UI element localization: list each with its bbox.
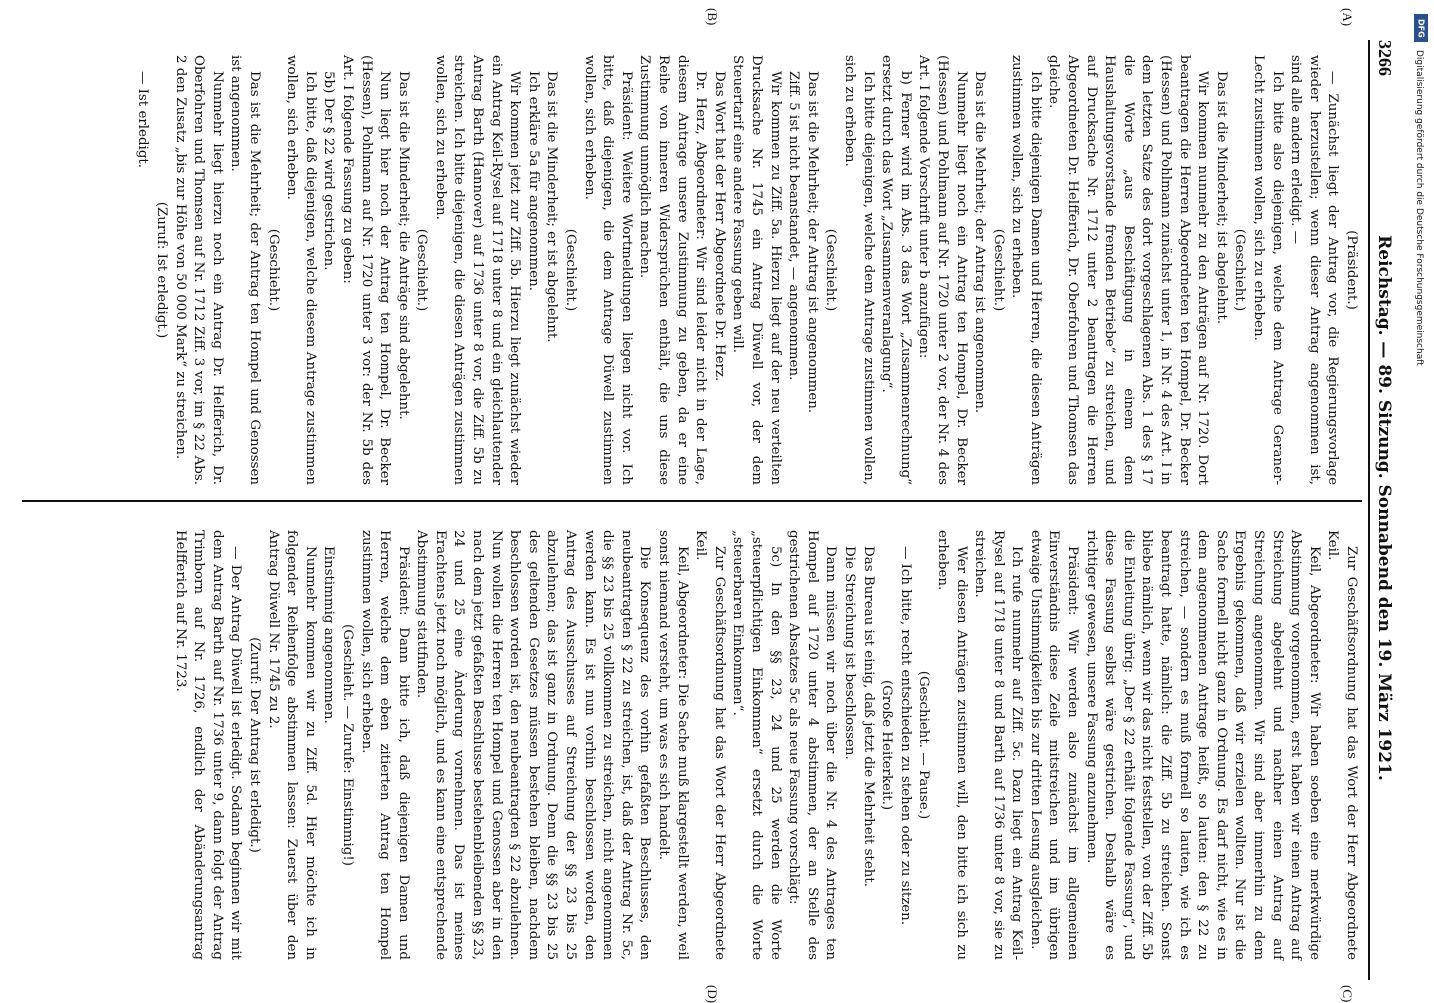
- paragraph: (Zuruf: Der Antrag ist erledigt.): [246, 637, 262, 853]
- paragraph: Das ist die Mehrheit; der Antrag ist angenommen.: [804, 71, 820, 414]
- paragraph: (Zuruf: Ist erledigt.): [154, 201, 169, 339]
- paragraph: Präsident: Wir werden also zunächst im allgemeinen Einverständnis diese Zeile mitstreichen und im übrigen etwaige Unstimmigkeiten bis zur dritten Lesung ausgleichen.: [1027, 530, 1081, 960]
- paragraph: Keil, Abgeordneter: Wir haben soeben eine merkwürdige Abstimmung vorgenommen, erst haben wir einen Antrag auf Streichung abgelehnt und nachher einen Antrag auf Streichung angenommen. Wir sind aber immerhin zu dem Ergebnis gekommen, daß wir erzielen wollten. Nur ist die Sache formell nicht ganz in Ordnung. Es darf nicht, wie es in dem angenommenen Antrage heißt, so lauten: den § 22 zu streichen, — sondern es muß formell so lauten, wie ich es beantragt hatte, nämlich: die Ziff. 5b zu streichen. Sonst bliebe nämlich, wenn wir das nicht feststellen, von der Ziff. 5b die Einleitung übrig: „Der § 22 erhält folgende Fassung“, und diese Fassung selbst wäre gestrichen. Deshalb wäre es richtiger gewesen, unsere Fassung anzunehmen.: [1083, 530, 1322, 960]
- paragraph: Wir kommen jetzt zur Ziff. 5b. Hierzu liegt zunächst wieder ein Antrag Keil-Rysel auf 1718 unter 8 und ein gleichlautender Antrag Barth (Hannover) auf 1736 unter 8 vor, die Ziff. 5b zu streichen. Ich bitte diejenigen, die diesen Anträgen zustimmen wollen, sich zu erheben.: [432, 55, 523, 485]
- paragraph: Das ist die Mehrheit; der Antrag ten Hompel und Genossen ist angenommen.: [228, 55, 262, 485]
- paragraph: Die Streichung ist beschlossen.: [841, 546, 857, 760]
- header-rule: [1368, 40, 1370, 980]
- margin-mark-c: (C): [1340, 985, 1355, 1003]
- paragraph: Zur Geschäftsordnung hat das Wort der Herr Abgeordnete Keil.: [1325, 530, 1359, 960]
- paragraph: Präsident: Dann bitte ich, daß diejenigen Damen und Herren, welche dem eben zitierten Antrag ten Hompel zustimmen wollen, sich erheben.: [358, 530, 411, 960]
- paragraph: (Große Heiterkeit.): [879, 679, 895, 811]
- dfg-stamp: [1412, 10, 1432, 990]
- paragraph: Nunmehr kommen wir zu Ziff. 5d. Hier möchte ich in folgender Reihenfolge abstimmen lassen: Zuerst über den Antrag Düwell Nr. 1745 zu 2.: [265, 530, 318, 960]
- paragraph: (Präsident.): [1344, 230, 1359, 310]
- paragraph: Ich bitte also diejenigen, welche dem Antrage Geraner-Lecht zustimmen wollen, sich zu erheben.: [1251, 55, 1285, 485]
- paragraph: Ich bitte diejenigen Damen und Herren, die diesen Anträgen zustimmen wollen, sich zu erheben.: [1009, 55, 1043, 485]
- margin-mark-d: (D): [705, 985, 720, 1003]
- dfg-logo: DFG: [1414, 14, 1428, 42]
- paragraph: Ich bitte, daß diejenigen, welche diesem Antrage zustimmen wollen, sich erheben.: [284, 55, 318, 485]
- page-header: [1374, 40, 1402, 980]
- paragraph: Das Bureau ist einig, daß jetzt die Mehrheit steht.: [860, 546, 876, 888]
- paragraph: Zur Geschäftsordnung hat das Wort der Herr Abgeordnete Keil.: [693, 530, 727, 960]
- paragraph: (Geschieht. — Zurufe: Einstimmig!): [339, 624, 355, 866]
- paragraph: Wer diesen Anträgen zustimmen will, den bitte ich sich zu erheben.: [934, 530, 969, 960]
- dfg-credit: Digitalisierung gefördert durch die Deutsche Forschungsgemeinschaft: [1414, 50, 1424, 366]
- paragraph: — Ich bitte, recht entschieden zu stehen oder zu sitzen.: [897, 546, 913, 926]
- paragraph: Ziff. 5 ist nicht beanstandet, — angenommen.: [786, 71, 802, 381]
- page-title: Reichstag. — 89. Sitzung. Sonnabend den 19. März 1921.: [1374, 235, 1394, 781]
- paragraph: Das ist die Minderheit; ist abgelehnt.: [1213, 71, 1229, 325]
- paragraph: (Geschieht.): [265, 228, 281, 312]
- paragraph: Präsident: Weitere Wortmeldungen liegen nicht vor. Ich bitte, daß diejenigen, die dem Antrage Düwell zustimmen wollen, sich erheben.: [581, 55, 634, 485]
- margin-mark-b: (B): [705, 8, 720, 26]
- paragraph: Ich rufe nunmehr auf Ziff. 5c. Dazu liegt ein Antrag Keil-Rysel auf 1718 unter 8 und Barth auf 1736 unter 8 vor, sie zu streichen.: [972, 530, 1025, 960]
- paragraph: Dr. Herz, Abgeordneter: Wir sind leider nicht in der Lage, diesem Antrage unsere Zustimmung zu geben, da er eine Reihe von inneren Widersprüchen enthält, die uns diese Zustimmung unmöglich machen.: [637, 55, 709, 485]
- paragraph: 5c) In den §§ 23, 24 und 25 werden die Worte „steuerpflichtigen Einkommen“ ersetzt durch die Worte „steuerbaren Einkommen“.: [730, 530, 783, 960]
- paragraph: Einstimmig angenommen.: [321, 546, 337, 724]
- paragraph: Ich bitte diejenigen, welche dem Antrage zustimmen wollen, sich zu erheben.: [841, 55, 876, 485]
- paragraph: Keil, Abgeordneter: Die Sache muß klargestellt werden, weil sonst niemand versteht, um was es sich handelt.: [656, 530, 690, 960]
- paragraph: Das Wort hat der Herr Abgeordnete Dr. Herz.: [711, 71, 727, 382]
- paragraph: Ich erkläre 5a für angenommen.: [525, 71, 541, 291]
- paragraph: 5b) Der § 22 wird gestrichen.: [321, 71, 337, 271]
- paragraph: Nunmehr liegt noch ein Antrag ten Hompel, Dr. Becker (Hessen) und Pohlmann auf Nr. 1720 unter 2 vor, der Nr. 4 des Art. I folgende Vorschrift unter b anzufügen:: [916, 55, 969, 485]
- paragraph: Die Konsequenz des vorhin gefaßten Beschlusses, den neubeantragten § 22 zu streichen, ist, daß der Antrag Nr. 5c, die §§ 23 bis 25 vollkommen zu streichen, nicht angenommen werden kann. Es ist nun vorhin beschlossen worden, den Antrag des Ausschusses auf Streichung der §§ 23 bis 25 abzulehnen; das ist ganz in Ordnung. Denn die §§ 23 bis 25 des geltenden Gesetzes müssen bestehen bleiben, nachdem beschlossen worden ist, den neubeantragten § 22 abzulehnen. Nun wollen die Herren ten Hompel und Genossen aber in den nach dem jetzt gefaßten Beschlusse bestehenbleibenden §§ 23, 24 und 25 eine Änderung vornehmen. Das ist meines Erachtens jetzt noch möglich, und es kann eine entsprechende Abstimmung stattfinden.: [414, 530, 653, 960]
- paragraph: (Geschieht.): [1232, 228, 1248, 312]
- paragraph: — Ist erledigt.: [135, 71, 151, 169]
- paragraph: Das ist die Mehrheit; der Antrag ist angenommen.: [972, 71, 988, 414]
- paragraph: Wir kommen zu Ziff. 5a. Hierzu liegt auf der neu verteilten Drucksache Nr. 1745 ein Antrag Düwell vor, der dem Steuertarif eine andere Fassung geben will.: [730, 55, 783, 485]
- paragraph: b) Ferner wird im Abs. 3 das Wort „Zusammenrechnung“ ersetzt durch das Wort „Zusammenveranlagung“.: [879, 55, 913, 485]
- paragraph: (Geschieht.): [823, 228, 839, 312]
- paragraph: — Zunächst liegt der Antrag vor, die Regierungsvorlage wieder herzustellen; wenn dieser Antrag angenommen ist, sind alle andern erledigt. —: [1288, 55, 1341, 485]
- column-divider: [22, 500, 1362, 502]
- paragraph: — Der Antrag Düwell ist erledigt. Sodann beginnen wir mit dem Antrag Barth auf Nr. 1736 unter 9, dann folgt der Antrag Trimborn auf Nr. 1726, endlich der Abänderungsantrag Helfferich auf Nr. 1723.: [172, 530, 244, 960]
- paragraph: Nun liegt hier noch der Antrag ten Hompel, Dr. Becker (Hessen), Pohlmann auf Nr. 1720 unter 3 vor: der Nr. 5b des Art. I folgende Fassung zu geben:: [339, 55, 393, 485]
- paragraph: Dann müssen wir noch über die Nr. 4 des Antrages ten Hompel auf 1720 unter 4 abstimmen, der an Stelle des gestrichenen Absatzes 5c als neue Fassung vorschlägt:: [786, 530, 839, 960]
- paragraph: Das ist die Minderheit; er ist abgelehnt.: [544, 71, 560, 343]
- paragraph: Das ist die Minderheit; die Anträge sind abgelehnt.: [395, 71, 411, 420]
- paragraph: Wir kommen nunmehr zu den Anträgen auf Nr. 1720. Dort beantragen die Herren Abgeordneten ten Hompel, Dr. Becker (Hessen) und Pohlmann zunächst unter 1, in Nr. 4 des Art. I in dem letzten Satze des dort vorgeschlagenen Abs. 1 des § 17 die Worte „aus Beschäftigung in einem dem Haushaltungsvorstande fremden Betriebe“ zu streichen, und auf Drucksache Nr. 1712 unter 2 beantragen die Herren Abgeordneten Dr. Helfferich, Dr. Oberfohren und Thomsen das gleiche.: [1046, 55, 1211, 485]
- right-column: [170, 530, 1360, 960]
- paragraph: (Geschieht.): [414, 228, 430, 312]
- page-number: 3266: [1375, 40, 1395, 76]
- paragraph: (Geschieht.): [563, 228, 579, 312]
- left-column: [133, 55, 1360, 485]
- paragraph: (Geschieht.): [990, 228, 1006, 312]
- paragraph: (Geschieht. — Pause.): [916, 670, 932, 820]
- margin-mark-a: (A): [1340, 8, 1355, 27]
- paragraph: Nunmehr liegt hierzu noch ein Antrag Dr. Helfferich, Dr. Oberfohren und Thomsen auf Nr. 1712 Ziff. 3 vor, im § 22 Abs. 2 den Zusatz „bis zur Höhe von 50 000 Mark“ zu streichen.: [172, 55, 225, 485]
